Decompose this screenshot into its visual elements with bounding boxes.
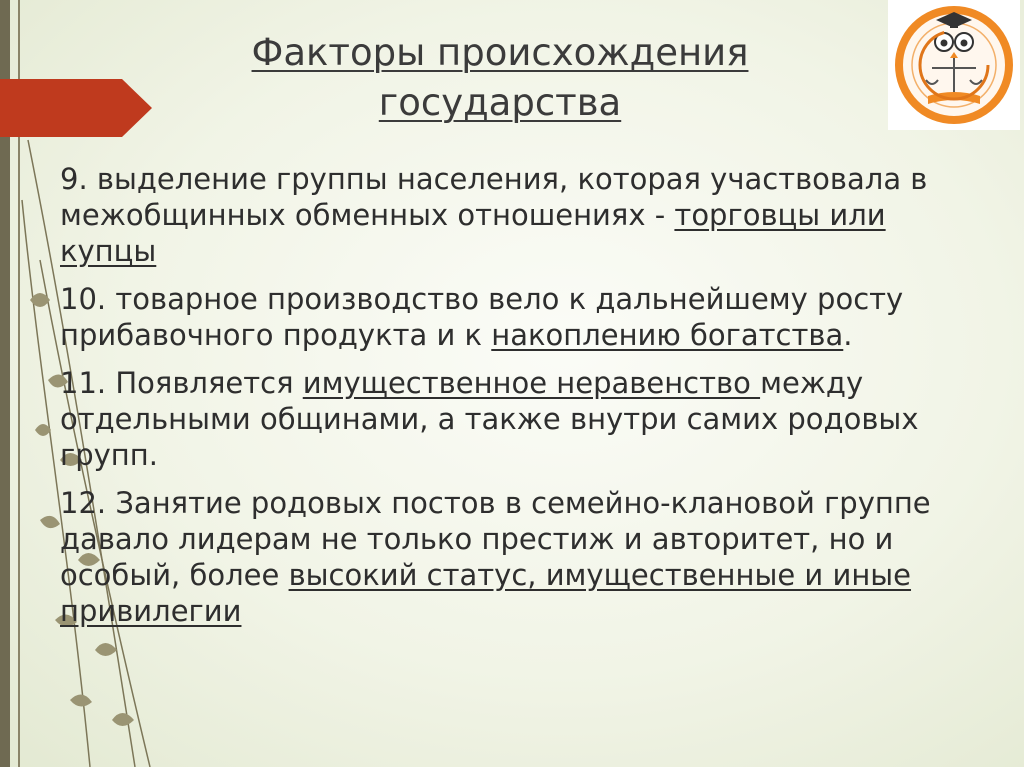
point-10: 10. товарное производство вело к дальнейшему росту прибавочного продукта и к накоплению богатства. [60,282,904,352]
point-12: 12. Занятие родовых постов в семейно-клановой группе давало лидерам не только престиж и авторитет, но и особый, более высокий статус, имущественные и иные привилегии [60,486,931,628]
underlined-term: имущественное неравенство [302,366,761,400]
slide-title: Факторы происхождения государства [251,31,749,124]
underlined-term: высокий статус, имущественные и иные привилегии [60,558,912,628]
point-11: 11. Появляется имущественное неравенство между отдельными общинами, а также внутри самих родовых групп. [60,366,919,472]
point-9: 9. выделение группы населения, которая участвовала в межобщинных обменных отношениях - торговцы или купцы [60,162,928,268]
slide-body [60,161,990,641]
underlined-term: накоплению богатства [491,318,844,352]
underlined-term: торговцы или купцы [60,198,886,268]
university-logo [888,0,1020,130]
